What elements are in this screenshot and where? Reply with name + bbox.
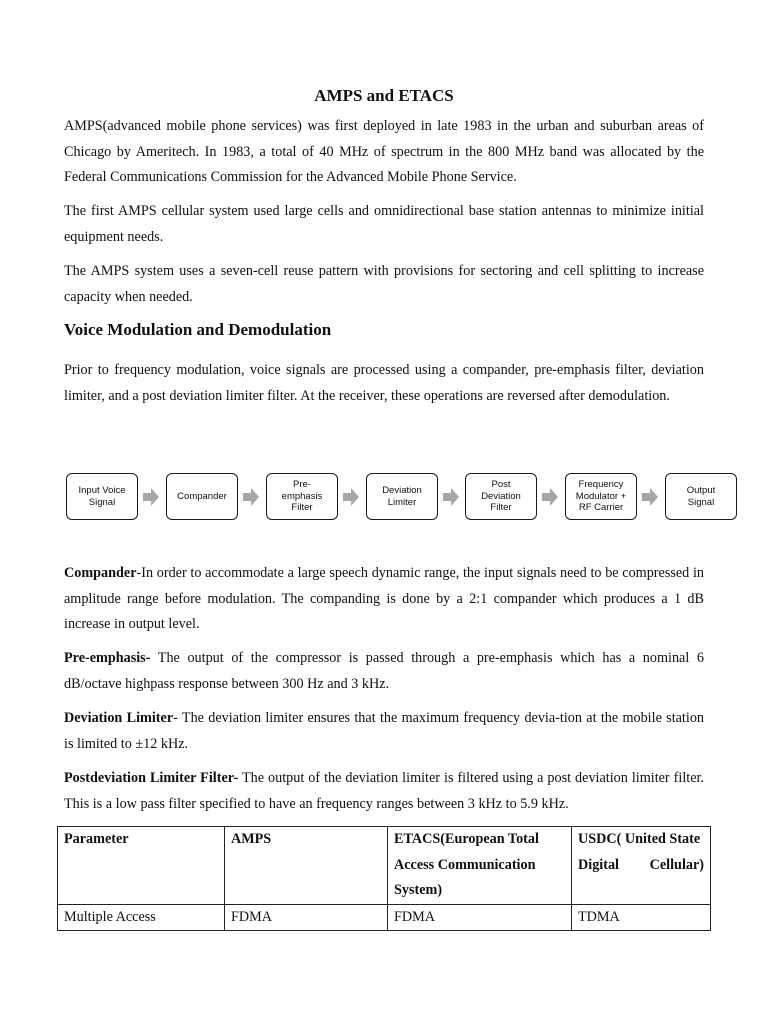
definition-text: - The deviation limiter ensures that the maximum frequency devia-tion at the mobile station is limited to ±12 kHz. xyxy=(64,710,705,752)
definition-text: The output of the deviation limiter is filtered using a post deviation limiter filter. This is a low pass filter specified to have an frequency ranges between 3 kHz to 5.9 kHz. xyxy=(64,770,704,812)
page-title: AMPS and ETACS xyxy=(314,86,454,105)
table-header-row xyxy=(58,827,711,905)
intro-paragraph-1: AMPS(advanced mobile phone services) was first deployed in late 1983 in the urban and suburban areas of Chicago by Ameritech. In 1983, a total of 40 MHz of spectrum in the 800 MHz band was allocated by the Federal Communications Commission for the Advanced Mobile Phone Service. xyxy=(64,118,704,185)
flow-arrow-icon xyxy=(642,488,658,506)
table-header-cell: Parameter xyxy=(58,827,225,905)
flow-arrow-icon xyxy=(443,488,459,506)
signal-flow-diagram xyxy=(64,473,738,522)
table-cell: FDMA xyxy=(225,904,388,931)
flow-box-post-deviation-filter: Post Deviation Filter xyxy=(465,473,537,520)
definition-postdeviation-filter xyxy=(64,766,704,817)
flow-arrow-icon xyxy=(542,488,558,506)
definition-compander xyxy=(64,561,704,638)
definition-pre-emphasis xyxy=(64,646,704,697)
definition-term: Postdeviation Limiter Filter- xyxy=(64,770,239,786)
table-header-cell: USDC( United State Digital Cellular) xyxy=(572,827,711,905)
definition-text: The output of the compressor is passed through a pre-emphasis which has a nominal 6 dB/octave highpass response between 300 Hz and 3 kHz. xyxy=(64,650,704,692)
table-cell: FDMA xyxy=(388,904,572,931)
flow-box-output-signal: Output Signal xyxy=(665,473,737,520)
table-header-cell: AMPS xyxy=(225,827,388,905)
flow-box-deviation-limiter: Deviation Limiter xyxy=(366,473,438,520)
section-paragraph: Prior to frequency modulation, voice signals are processed using a compander, pre-emphasis filter, deviation limiter, and a post deviation limiter filter. At the receiver, these operations are reversed after demodulation. xyxy=(64,362,704,404)
flow-box-pre-emphasis-filter: Pre- emphasis Filter xyxy=(266,473,338,520)
table-header-cell: ETACS(European Total Access Communication System) xyxy=(388,827,572,905)
definition-term: Deviation Limiter xyxy=(64,710,174,726)
table-cell: Multiple Access xyxy=(58,904,225,931)
table-row xyxy=(58,904,711,931)
section-heading: Voice Modulation and Demodulation xyxy=(64,320,332,339)
flow-box-frequency-modulator: Frequency Modulator + RF Carrier xyxy=(565,473,637,520)
flow-box-compander: Compander xyxy=(166,473,238,520)
definition-term: Pre-emphasis- xyxy=(64,650,151,666)
definition-term: Compander xyxy=(64,565,137,581)
flow-box-input-voice-signal: Input Voice Signal xyxy=(66,473,138,520)
intro-paragraph-2: The first AMPS cellular system used large cells and omnidirectional base station antennas to minimize initial equipment needs. xyxy=(64,203,704,245)
intro-paragraph-3: The AMPS system uses a seven-cell reuse pattern with provisions for sectoring and cell splitting to increase capacity when needed. xyxy=(64,263,704,305)
flow-arrow-icon xyxy=(243,488,259,506)
flow-arrow-icon xyxy=(143,488,159,506)
table-cell: TDMA xyxy=(572,904,711,931)
definition-text: -In order to accommodate a large speech dynamic range, the input signals need to be compressed in amplitude range before modulation. The companding is done by a 2:1 compander which produces a 1 dB increase in output level. xyxy=(64,565,704,632)
definition-deviation-limiter xyxy=(64,706,704,757)
flow-arrow-icon xyxy=(343,488,359,506)
parameters-table xyxy=(57,826,711,931)
